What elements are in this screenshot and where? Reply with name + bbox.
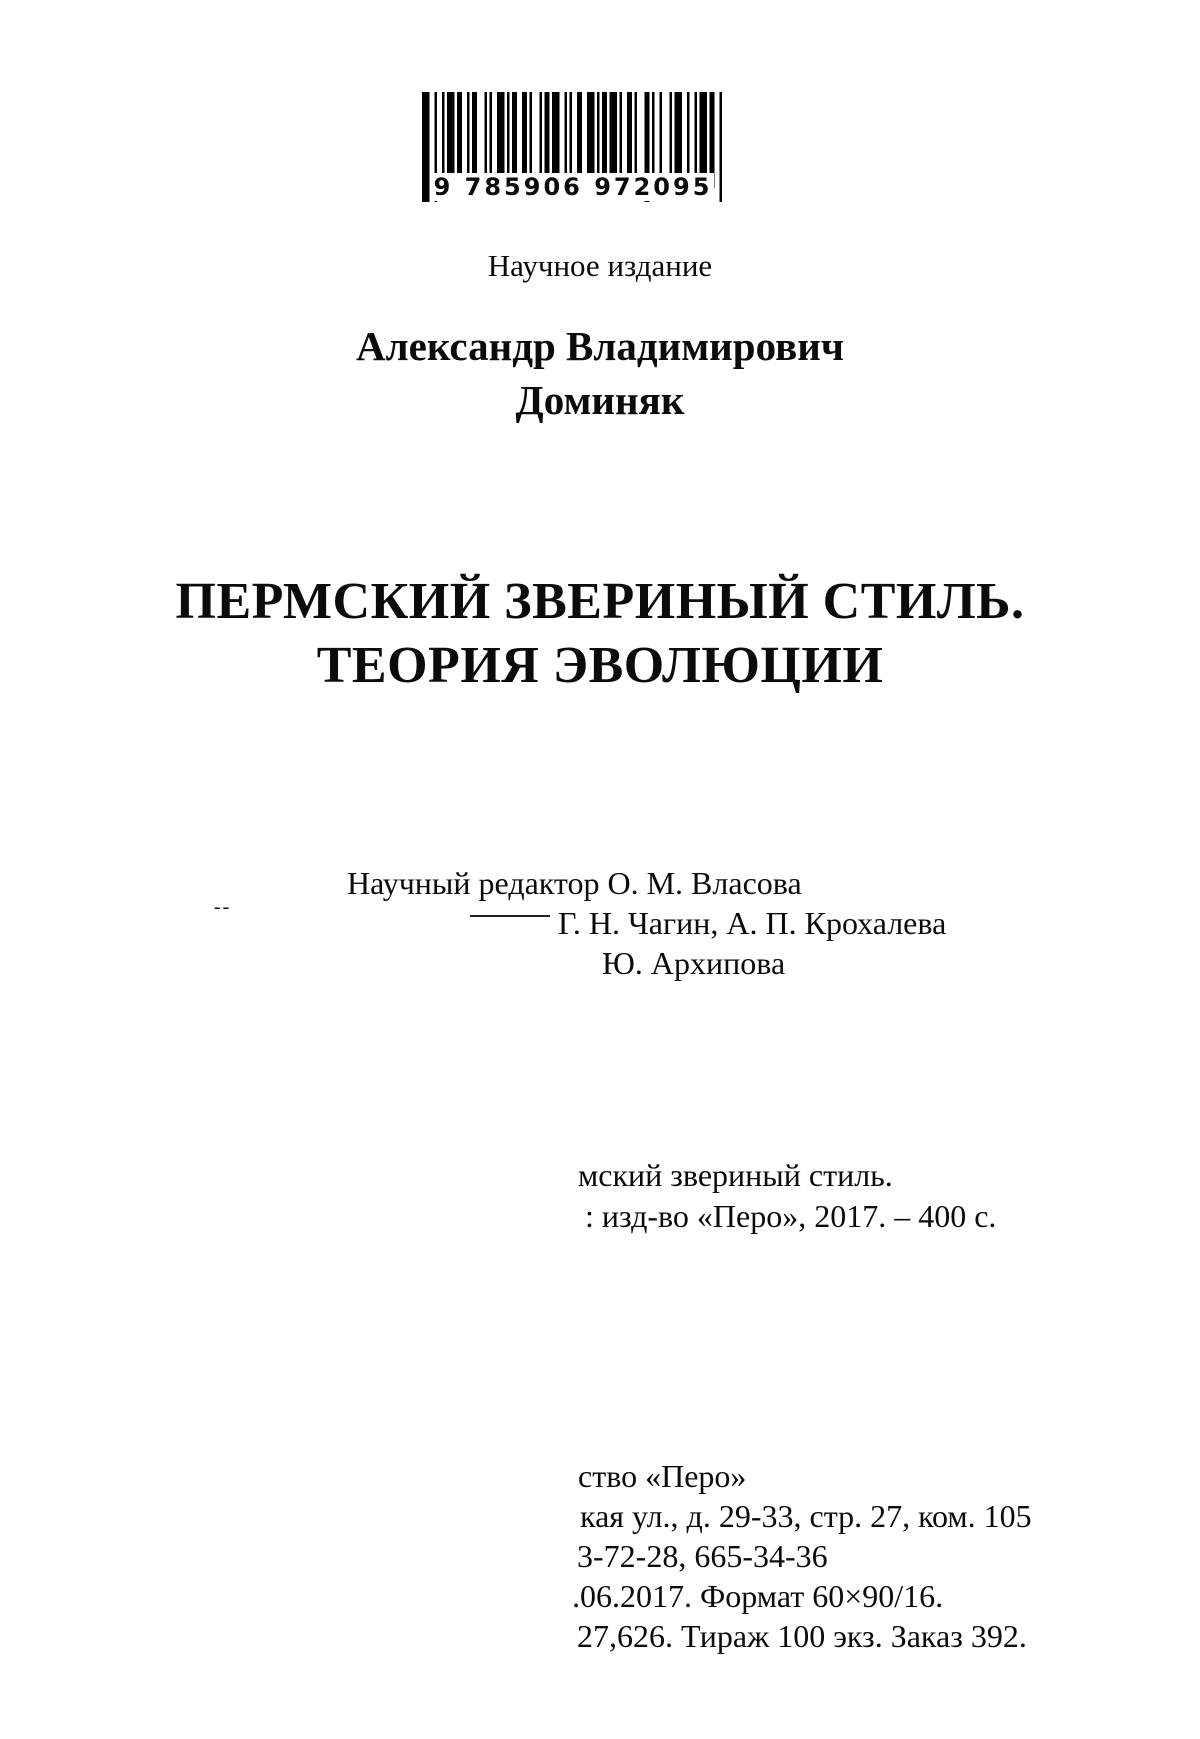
imprint-line-4: .06.2017. Формат 60×90/16. — [572, 1578, 944, 1614]
scan-artifact-mark: -- — [214, 896, 232, 918]
author-name-first: Александр Владимирович — [356, 323, 844, 369]
imprint-line-2: кая ул., д. 29-33, стр. 27, ком. 105 — [580, 1498, 1032, 1534]
proofreader: Ю. Архипова — [602, 945, 786, 981]
imprint-line-5: 27,626. Тираж 100 экз. Заказ 392. — [577, 1618, 1027, 1654]
bibliographic-line-1: мский звериный стиль. — [578, 1157, 893, 1193]
barcode-digits-text: 9 785906 972095 — [433, 173, 713, 201]
series-label: Научное издание — [487, 248, 713, 283]
author-name-last: Доминяк — [515, 377, 685, 423]
scientific-editor: Научный редактор О. М. Власова — [347, 865, 802, 901]
book-title-line-1: ПЕРМСКИЙ ЗВЕРИНЫЙ СТИЛЬ. — [175, 573, 1025, 630]
reviewers: Г. Н. Чагин, А. П. Крохалева — [558, 905, 947, 941]
scan-artifact-dash — [470, 915, 550, 917]
bibliographic-line-2: : изд-во «Перо», 2017. – 400 с. — [585, 1198, 997, 1234]
barcode-digits — [420, 172, 726, 202]
imprint-line-3: 3-72-28, 665-34-36 — [577, 1538, 828, 1574]
book-title-line-2: ТЕОРИЯ ЭВОЛЮЦИИ — [316, 637, 884, 694]
imprint-line-1: ство «Перо» — [578, 1458, 747, 1494]
